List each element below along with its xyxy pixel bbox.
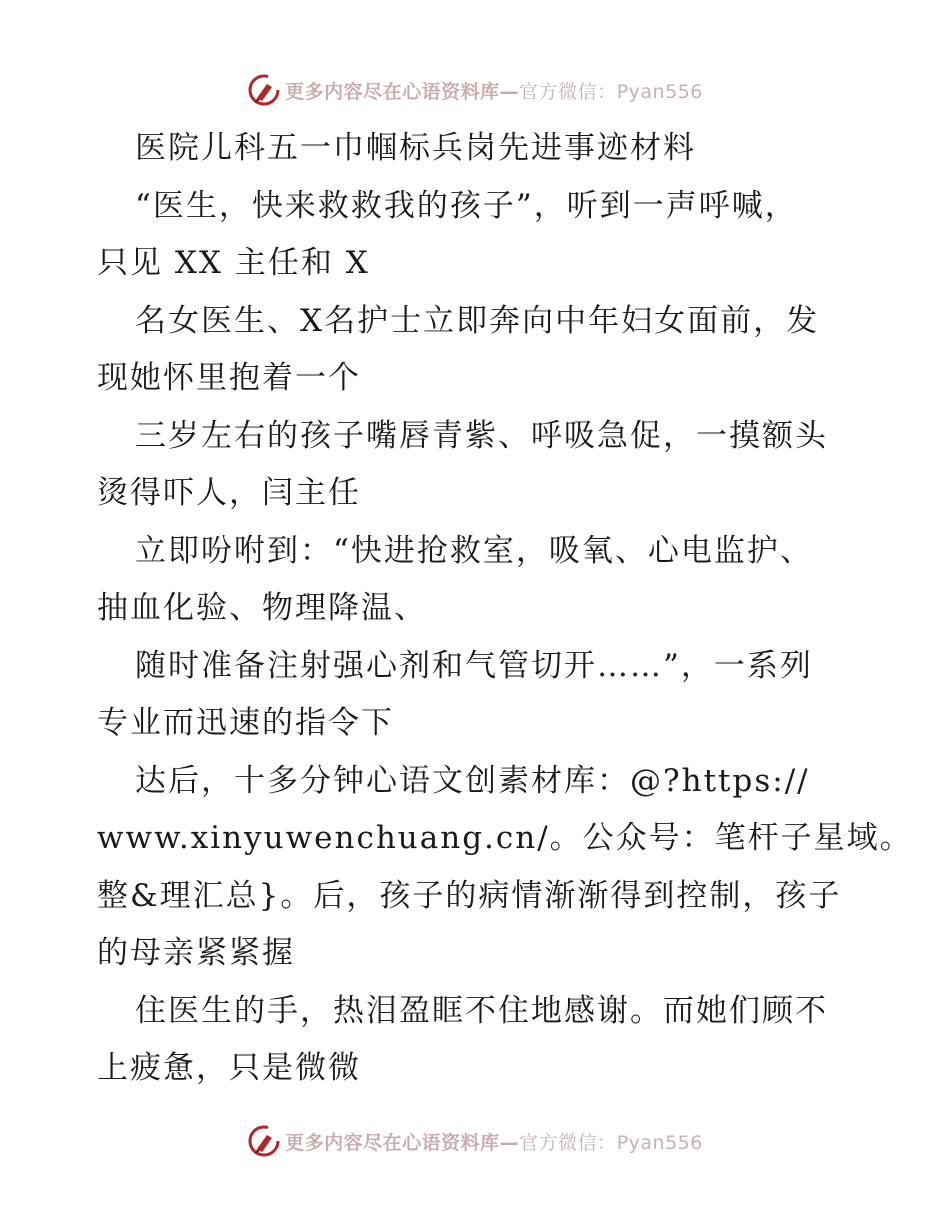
paragraph-line: 上疲惫，只是微微	[97, 1050, 361, 1086]
paragraph-line: www.xinyuwenchuang.cn/。公众号：笔杆子星域。	[97, 820, 913, 856]
banner-wechat-id: Pyan556	[616, 1131, 703, 1154]
paragraph-line: 随时准备注射强心剂和气管切开……”，一系列	[135, 647, 813, 684]
paragraph-line: 住医生的手，热泪盈眶不住地感谢。而她们顾不	[135, 992, 828, 1029]
paragraph-line: 抽血化验、物理降温、	[97, 590, 427, 626]
banner-dash: —	[499, 1131, 520, 1154]
paragraph-line: “医生，快来救救我的孩子”，听到一声呼喊，	[135, 187, 798, 224]
banner-main-text: 更多内容尽在心语资料库	[285, 80, 500, 103]
footer-banner	[0, 1121, 950, 1161]
pen-logo-icon	[247, 1124, 281, 1158]
paragraph-line: 整&理汇总}。后，孩子的病情渐渐得到控制，孩子	[97, 877, 842, 914]
paragraph-line: 专业而迅速的指令下	[97, 705, 394, 741]
document-title: 医院儿科五一巾帼标兵岗先进事迹材料	[135, 130, 696, 166]
paragraph-line: 名女医生、X名护士立即奔向中年妇女面前，发	[135, 302, 820, 339]
paragraph-line: 达后，十多分钟心语文创素材库：@?https://	[135, 762, 810, 799]
pen-logo-icon	[247, 73, 281, 107]
banner-text	[285, 77, 703, 104]
banner-text	[285, 1128, 703, 1155]
paragraph-line: 烫得吓人，闫主任	[97, 475, 361, 511]
banner-wechat-id: Pyan556	[616, 80, 703, 103]
banner-main-text: 更多内容尽在心语资料库	[285, 1131, 500, 1154]
document-body	[97, 120, 913, 1098]
banner-dash: —	[499, 80, 520, 103]
banner-wechat-label: 官方微信：	[519, 80, 617, 103]
paragraph-line: 只见 XX 主任和 X	[97, 245, 370, 281]
paragraph-line: 立即吩咐到：“快进抢救室，吸氧、心电监护、	[135, 532, 813, 569]
paragraph-line: 的母亲紧紧握	[97, 935, 295, 971]
header-banner	[0, 70, 950, 110]
banner-wechat-label: 官方微信：	[519, 1131, 617, 1154]
paragraph-line: 现她怀里抱着一个	[97, 360, 361, 396]
paragraph-line: 三岁左右的孩子嘴唇青紫、呼吸急促，一摸额头	[135, 417, 828, 454]
